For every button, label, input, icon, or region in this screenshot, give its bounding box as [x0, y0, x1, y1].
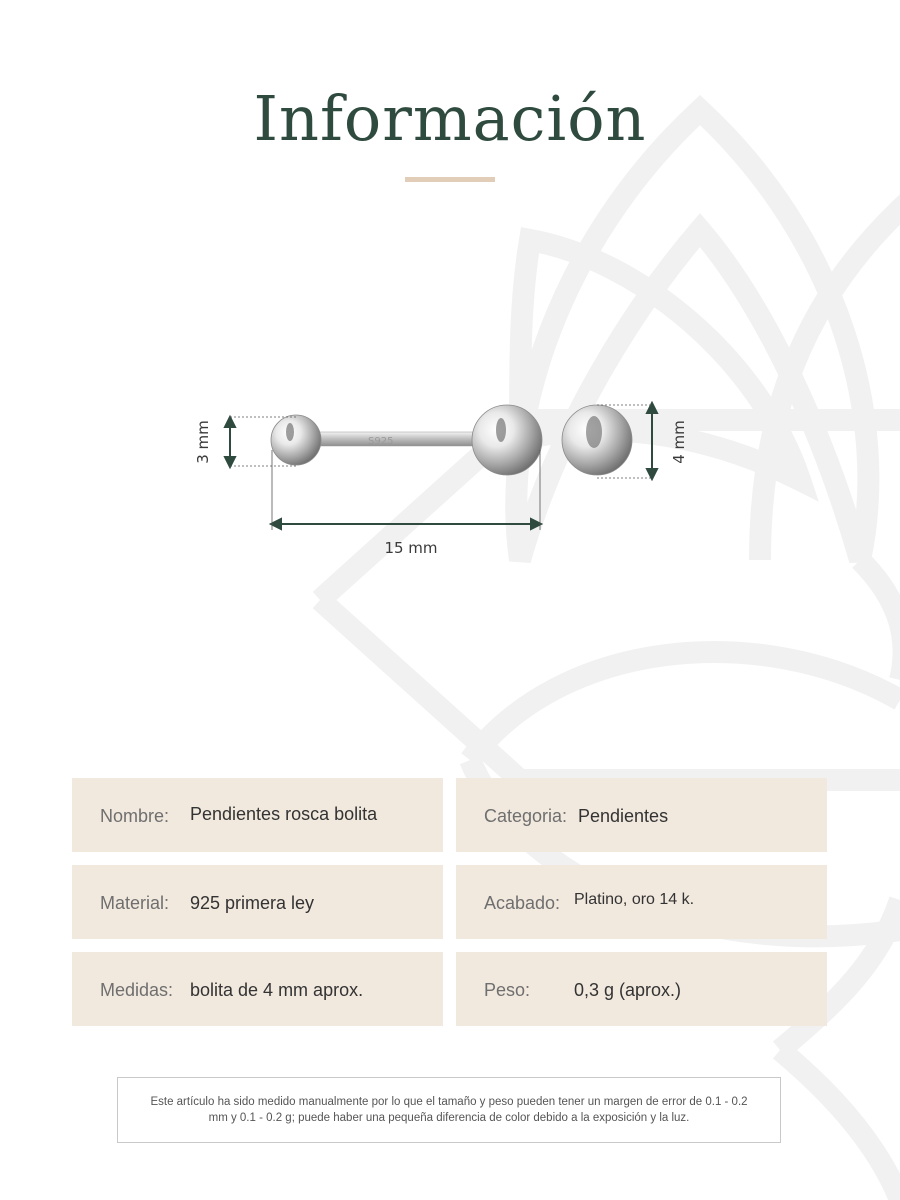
small-ball-dimension-label: 3 mm — [194, 420, 212, 464]
detail-value: 0,3 g (aprox.) — [574, 980, 682, 1000]
length-dimension-label: 15 mm — [384, 539, 438, 557]
detail-acabado — [456, 865, 827, 939]
detail-value: Pendientes — [578, 806, 669, 826]
detail-value: Pendientes rosca bolita — [190, 804, 378, 824]
earring-bar — [318, 432, 480, 446]
page-title: Información — [253, 82, 647, 155]
product-illustration — [0, 380, 900, 580]
engraving-mark: S925 — [368, 436, 394, 447]
measurement-disclaimer — [117, 1077, 781, 1143]
detail-label: Medidas: — [100, 980, 174, 1000]
detail-label: Material: — [100, 893, 170, 913]
detail-value: bolita de 4 mm aprox. — [190, 980, 364, 1000]
small-ball — [271, 415, 321, 465]
detail-medidas — [72, 952, 443, 1026]
detail-label: Nombre: — [100, 806, 170, 826]
detail-label: Categoria: — [484, 806, 568, 826]
disclaimer-text: Este artículo ha sido medido manualmente por lo que el tamaño y peso pueden tener un margen de error de 0.1 - 0.2 mm y 0.1 - 0.2 g; puede haber una pequeña diferencia de color debido a la exposición y la luz. — [150, 1096, 748, 1124]
large-ball — [472, 405, 542, 475]
title-divider — [405, 177, 495, 182]
detail-material — [72, 865, 443, 939]
detail-label: Acabado: — [484, 893, 561, 913]
product-details-grid — [72, 778, 828, 1028]
detail-value: 925 primera ley — [190, 893, 315, 913]
detail-value: Platino, oro 14 k. — [574, 891, 695, 908]
detail-peso — [456, 952, 827, 1026]
detail-nombre — [72, 778, 443, 852]
large-ball-dimension-label: 4 mm — [670, 420, 688, 464]
detail-label: Peso: — [484, 980, 531, 1000]
detail-categoria — [456, 778, 827, 852]
